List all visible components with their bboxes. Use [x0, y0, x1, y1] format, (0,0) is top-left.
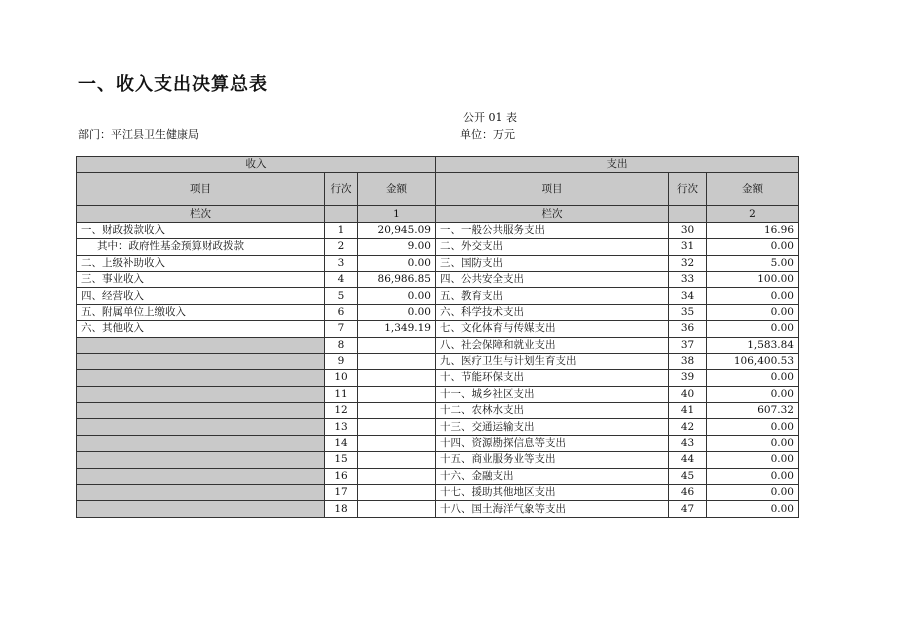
income-amount-cell	[358, 485, 436, 501]
income-line-cell: 16	[325, 468, 358, 484]
income-line-cell: 1	[325, 222, 358, 238]
expense-line-cell: 35	[669, 304, 707, 320]
expense-line-cell: 32	[669, 255, 707, 271]
expense-line-cell: 47	[669, 501, 707, 517]
income-line-cell: 6	[325, 304, 358, 320]
table-row	[77, 435, 799, 451]
expense-amount-cell: 607.32	[707, 403, 799, 419]
table-row	[77, 337, 799, 353]
income-amount-cell	[358, 353, 436, 369]
income-amount-cell: 9.00	[358, 239, 436, 255]
table-row	[77, 386, 799, 402]
income-line-cell: 13	[325, 419, 358, 435]
income-line-cell: 18	[325, 501, 358, 517]
expense-item-cell: 十四、资源勘探信息等支出	[436, 435, 669, 451]
expense-amount-cell: 0.00	[707, 501, 799, 517]
expense-amount-cell: 0.00	[707, 370, 799, 386]
income-amount-cell	[358, 419, 436, 435]
income-line-cell: 7	[325, 321, 358, 337]
department-label: 部门：平江县卫生健康局	[78, 128, 199, 141]
expense-line-cell: 34	[669, 288, 707, 304]
income-item-cell: 一、财政拨款收入	[77, 222, 325, 238]
income-amount-cell: 20,945.09	[358, 222, 436, 238]
income-amount-cell	[358, 386, 436, 402]
income-line-cell: 8	[325, 337, 358, 353]
expense-item-cell: 十、节能环保支出	[436, 370, 669, 386]
expense-amount-cell: 16.96	[707, 222, 799, 238]
income-column-number-blank	[325, 206, 358, 222]
income-item-cell	[77, 419, 325, 435]
income-amount-cell: 0.00	[358, 255, 436, 271]
income-line-cell: 15	[325, 452, 358, 468]
income-item-cell	[77, 337, 325, 353]
income-item-cell	[77, 485, 325, 501]
table-row	[77, 255, 799, 271]
expense-amount-cell: 0.00	[707, 288, 799, 304]
page-title: 一、收入支出决算总表	[78, 74, 268, 95]
expense-item-cell: 十七、援助其他地区支出	[436, 485, 669, 501]
income-amount-cell	[358, 452, 436, 468]
expense-column-number-label: 栏次	[436, 206, 669, 222]
expense-line-header: 行次	[669, 173, 707, 206]
expense-item-cell: 九、医疗卫生与计划生育支出	[436, 353, 669, 369]
table-row	[77, 288, 799, 304]
income-line-cell: 12	[325, 403, 358, 419]
income-amount-header: 金额	[358, 173, 436, 206]
expense-line-cell: 37	[669, 337, 707, 353]
income-item-cell: 其中：政府性基金预算财政拨款	[77, 239, 325, 255]
expense-column-number: 2	[707, 206, 799, 222]
income-line-cell: 14	[325, 435, 358, 451]
table-row	[77, 452, 799, 468]
table-row	[77, 501, 799, 517]
column-number-row	[77, 206, 799, 222]
expense-amount-cell: 5.00	[707, 255, 799, 271]
table-row	[77, 370, 799, 386]
expense-line-cell: 46	[669, 485, 707, 501]
income-item-cell	[77, 403, 325, 419]
expense-amount-cell: 1,583.84	[707, 337, 799, 353]
income-amount-cell: 1,349.19	[358, 321, 436, 337]
income-line-cell: 10	[325, 370, 358, 386]
expense-column-number-blank	[669, 206, 707, 222]
expense-line-cell: 41	[669, 403, 707, 419]
unit-label: 单位：万元	[460, 128, 515, 141]
expense-line-cell: 30	[669, 222, 707, 238]
income-amount-cell	[358, 370, 436, 386]
expense-item-cell: 十一、城乡社区支出	[436, 386, 669, 402]
expense-line-cell: 42	[669, 419, 707, 435]
table-row	[77, 271, 799, 287]
expense-amount-cell: 0.00	[707, 419, 799, 435]
income-amount-cell: 0.00	[358, 304, 436, 320]
expense-line-cell: 39	[669, 370, 707, 386]
table-row	[77, 321, 799, 337]
expense-item-cell: 十二、农林水支出	[436, 403, 669, 419]
income-item-cell: 四、经营收入	[77, 288, 325, 304]
expense-amount-cell: 0.00	[707, 321, 799, 337]
column-header-row	[77, 173, 799, 206]
income-item-cell	[77, 501, 325, 517]
expense-line-cell: 31	[669, 239, 707, 255]
income-line-cell: 3	[325, 255, 358, 271]
expense-section-header: 支出	[436, 157, 799, 173]
table-row	[77, 304, 799, 320]
table-row	[77, 222, 799, 238]
table-row	[77, 468, 799, 484]
expense-item-header: 项目	[436, 173, 669, 206]
expense-item-cell: 五、教育支出	[436, 288, 669, 304]
expense-line-cell: 38	[669, 353, 707, 369]
expense-item-cell: 十八、国土海洋气象等支出	[436, 501, 669, 517]
income-amount-cell	[358, 501, 436, 517]
expense-item-cell: 八、社会保障和就业支出	[436, 337, 669, 353]
income-line-cell: 17	[325, 485, 358, 501]
income-amount-cell	[358, 403, 436, 419]
expense-item-cell: 十三、交通运输支出	[436, 419, 669, 435]
income-amount-cell: 0.00	[358, 288, 436, 304]
income-item-cell	[77, 386, 325, 402]
expense-amount-cell: 100.00	[707, 271, 799, 287]
expense-item-cell: 十五、商业服务业等支出	[436, 452, 669, 468]
expense-line-cell: 43	[669, 435, 707, 451]
table-row	[77, 485, 799, 501]
income-item-cell: 五、附属单位上缴收入	[77, 304, 325, 320]
income-item-cell	[77, 435, 325, 451]
income-item-cell: 六、其他收入	[77, 321, 325, 337]
expense-amount-cell: 0.00	[707, 386, 799, 402]
income-column-number-label: 栏次	[77, 206, 325, 222]
expense-line-cell: 33	[669, 271, 707, 287]
expense-item-cell: 六、科学技术支出	[436, 304, 669, 320]
expense-item-cell: 二、外交支出	[436, 239, 669, 255]
expense-amount-cell: 0.00	[707, 304, 799, 320]
income-amount-cell	[358, 337, 436, 353]
income-line-cell: 9	[325, 353, 358, 369]
form-number: 公开 01 表	[463, 111, 517, 124]
expense-item-cell: 七、文化体育与传媒支出	[436, 321, 669, 337]
income-amount-cell	[358, 435, 436, 451]
expense-amount-cell: 0.00	[707, 468, 799, 484]
expense-line-cell: 40	[669, 386, 707, 402]
budget-summary-table	[76, 156, 799, 518]
table-row	[77, 239, 799, 255]
expense-item-cell: 十六、金融支出	[436, 468, 669, 484]
income-item-cell	[77, 370, 325, 386]
section-header-row	[77, 157, 799, 173]
expense-line-cell: 36	[669, 321, 707, 337]
expense-amount-cell: 0.00	[707, 452, 799, 468]
income-line-cell: 5	[325, 288, 358, 304]
expense-item-cell: 三、国防支出	[436, 255, 669, 271]
expense-line-cell: 45	[669, 468, 707, 484]
expense-item-cell: 四、公共安全支出	[436, 271, 669, 287]
income-item-cell	[77, 452, 325, 468]
income-item-cell: 二、上级补助收入	[77, 255, 325, 271]
table-row	[77, 353, 799, 369]
income-line-header: 行次	[325, 173, 358, 206]
table-row	[77, 419, 799, 435]
income-item-cell: 三、事业收入	[77, 271, 325, 287]
expense-line-cell: 44	[669, 452, 707, 468]
expense-item-cell: 一、一般公共服务支出	[436, 222, 669, 238]
income-section-header: 收入	[77, 157, 436, 173]
income-item-header: 项目	[77, 173, 325, 206]
income-amount-cell	[358, 468, 436, 484]
income-line-cell: 11	[325, 386, 358, 402]
expense-amount-cell: 0.00	[707, 485, 799, 501]
expense-amount-cell: 0.00	[707, 239, 799, 255]
income-column-number: 1	[358, 206, 436, 222]
table-row	[77, 403, 799, 419]
income-line-cell: 2	[325, 239, 358, 255]
income-line-cell: 4	[325, 271, 358, 287]
income-amount-cell: 86,986.85	[358, 271, 436, 287]
income-item-cell	[77, 353, 325, 369]
income-item-cell	[77, 468, 325, 484]
expense-amount-header: 金额	[707, 173, 799, 206]
expense-amount-cell: 0.00	[707, 435, 799, 451]
expense-amount-cell: 106,400.53	[707, 353, 799, 369]
